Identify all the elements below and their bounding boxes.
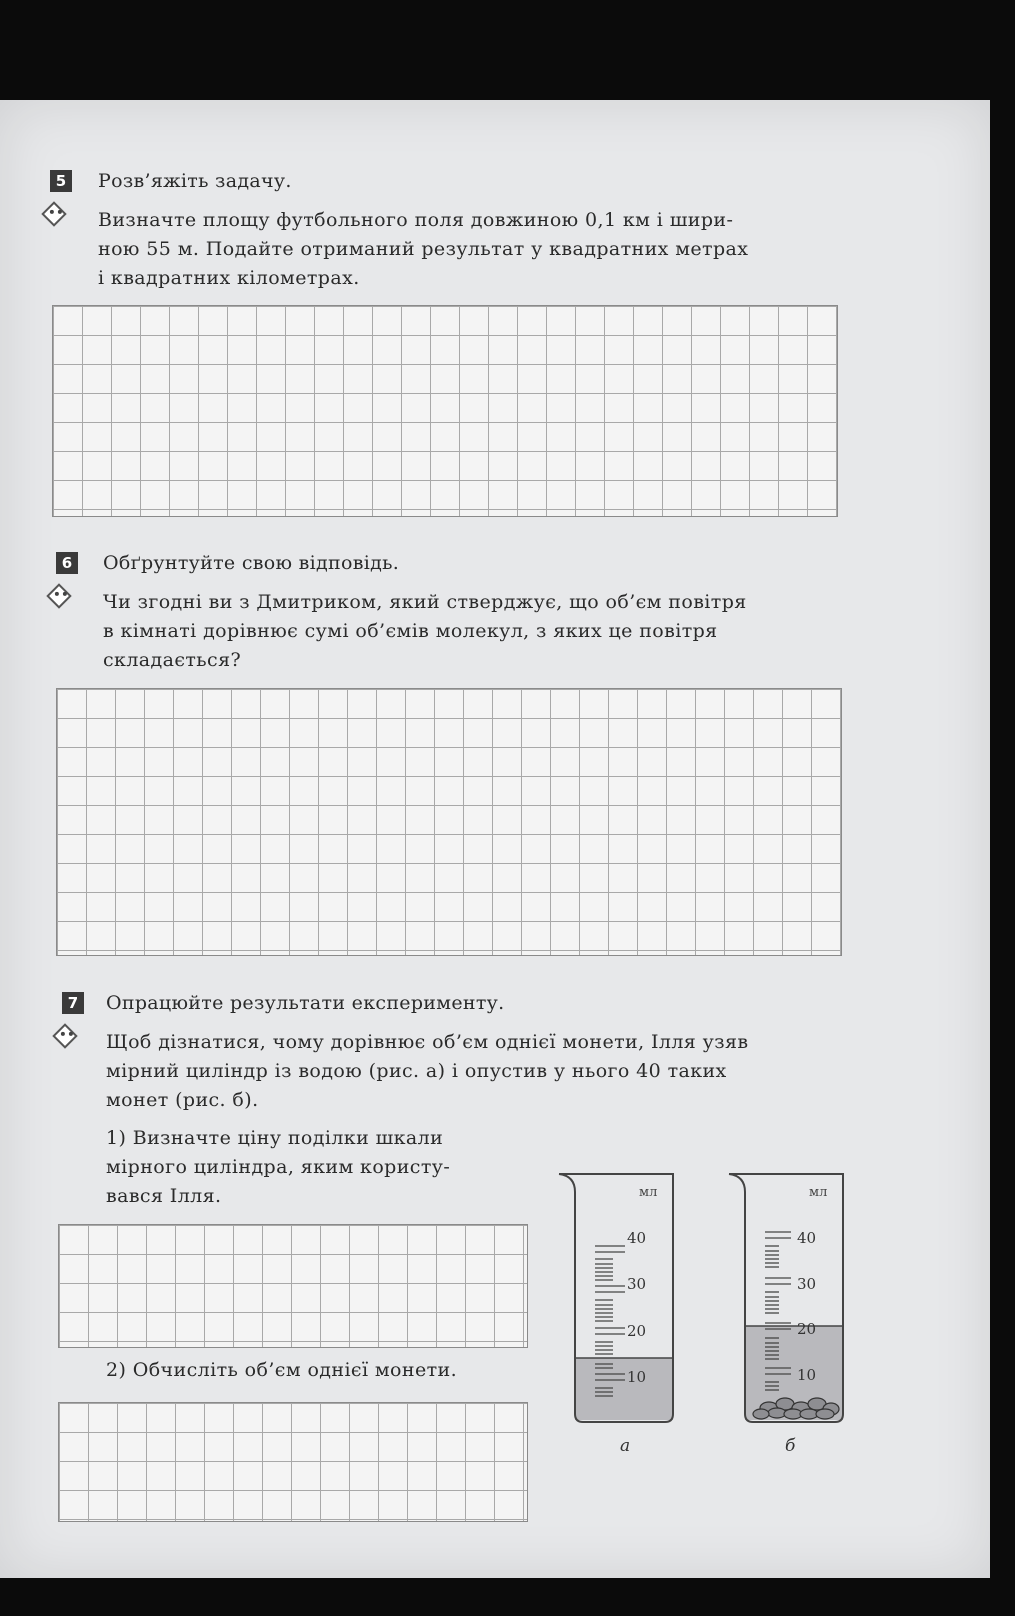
- worksheet-page: [0, 100, 990, 1578]
- task-5-heading: Розв’яжіть задачу.: [98, 170, 292, 192]
- task-6-line: в кімнаті дорівнює сумі об’ємів молекул, з яких це повітря: [103, 620, 718, 642]
- task-7-line: монет (рис. б).: [106, 1089, 259, 1111]
- task-7-question-1: [106, 1124, 450, 1211]
- question-1-line: 1) Визначте ціну поділки шкали: [106, 1127, 444, 1149]
- question-1-line: вався Ілля.: [106, 1185, 222, 1207]
- task-7-text: [106, 1028, 748, 1115]
- task-level-icon: [46, 583, 71, 608]
- scale-label-30-b: 30: [797, 1275, 817, 1293]
- task-5-text: [98, 206, 748, 293]
- question-2-line: 2) Обчисліть об’єм однієї монети.: [106, 1359, 458, 1381]
- scale-label-20-b: 20: [797, 1320, 817, 1338]
- measuring-cylinder-b: [725, 1168, 855, 1430]
- task-level-icon: [41, 201, 66, 226]
- scale-label-40-a: 40: [627, 1229, 647, 1247]
- water-a: [575, 1358, 673, 1420]
- task-6-line: Чи згодні ви з Дмитриком, який стверджує, що об’єм повітря: [103, 591, 747, 613]
- task-5-line: і квадратних кілометрах.: [98, 267, 360, 289]
- task-5-number: 5: [50, 170, 72, 192]
- unit-label-b: мл: [809, 1185, 828, 1200]
- task-level-icon: [52, 1023, 77, 1048]
- figure-caption-b: б: [785, 1436, 796, 1456]
- scale-label-40-b: 40: [797, 1229, 817, 1247]
- question-1-line: мірного циліндра, яким користу-: [106, 1156, 451, 1178]
- task-5-line: ною 55 м. Подайте отриманий результат у квадратних метрах: [98, 238, 749, 260]
- scale-label-20-a: 20: [627, 1322, 647, 1340]
- task-7-answer-grid-2[interactable]: [58, 1402, 528, 1522]
- task-6-text: [103, 588, 747, 675]
- scale-label-10-a: 10: [627, 1368, 647, 1386]
- task-5-answer-grid[interactable]: [52, 305, 838, 517]
- task-6-answer-grid[interactable]: [56, 688, 842, 956]
- scale-label-30-a: 30: [627, 1275, 647, 1293]
- task-7-line: мірний циліндр із водою (рис. а) і опустив у нього 40 таких: [106, 1060, 727, 1082]
- task-7-number: 7: [62, 992, 84, 1014]
- measuring-cylinder-a: [555, 1168, 685, 1430]
- unit-label-a: мл: [639, 1185, 658, 1200]
- task-6-line: складається?: [103, 649, 242, 671]
- task-5-line: Визначте площу футбольного поля довжиною 0,1 км і шири-: [98, 209, 734, 231]
- figure-caption-a: а: [620, 1436, 631, 1456]
- scale-label-10-b: 10: [797, 1366, 817, 1384]
- scale-ticks-a: [595, 1246, 625, 1396]
- task-6-number: 6: [56, 552, 78, 574]
- task-7-heading: Опрацюйте результати експерименту.: [106, 992, 505, 1014]
- task-7-question-2: [106, 1356, 457, 1385]
- task-7-answer-grid-1[interactable]: [58, 1224, 528, 1348]
- task-6-heading: Обґрунтуйте свою відповідь.: [103, 552, 400, 574]
- task-7-line: Щоб дізнатися, чому дорівнює об’єм однієї монети, Ілля узяв: [106, 1031, 749, 1053]
